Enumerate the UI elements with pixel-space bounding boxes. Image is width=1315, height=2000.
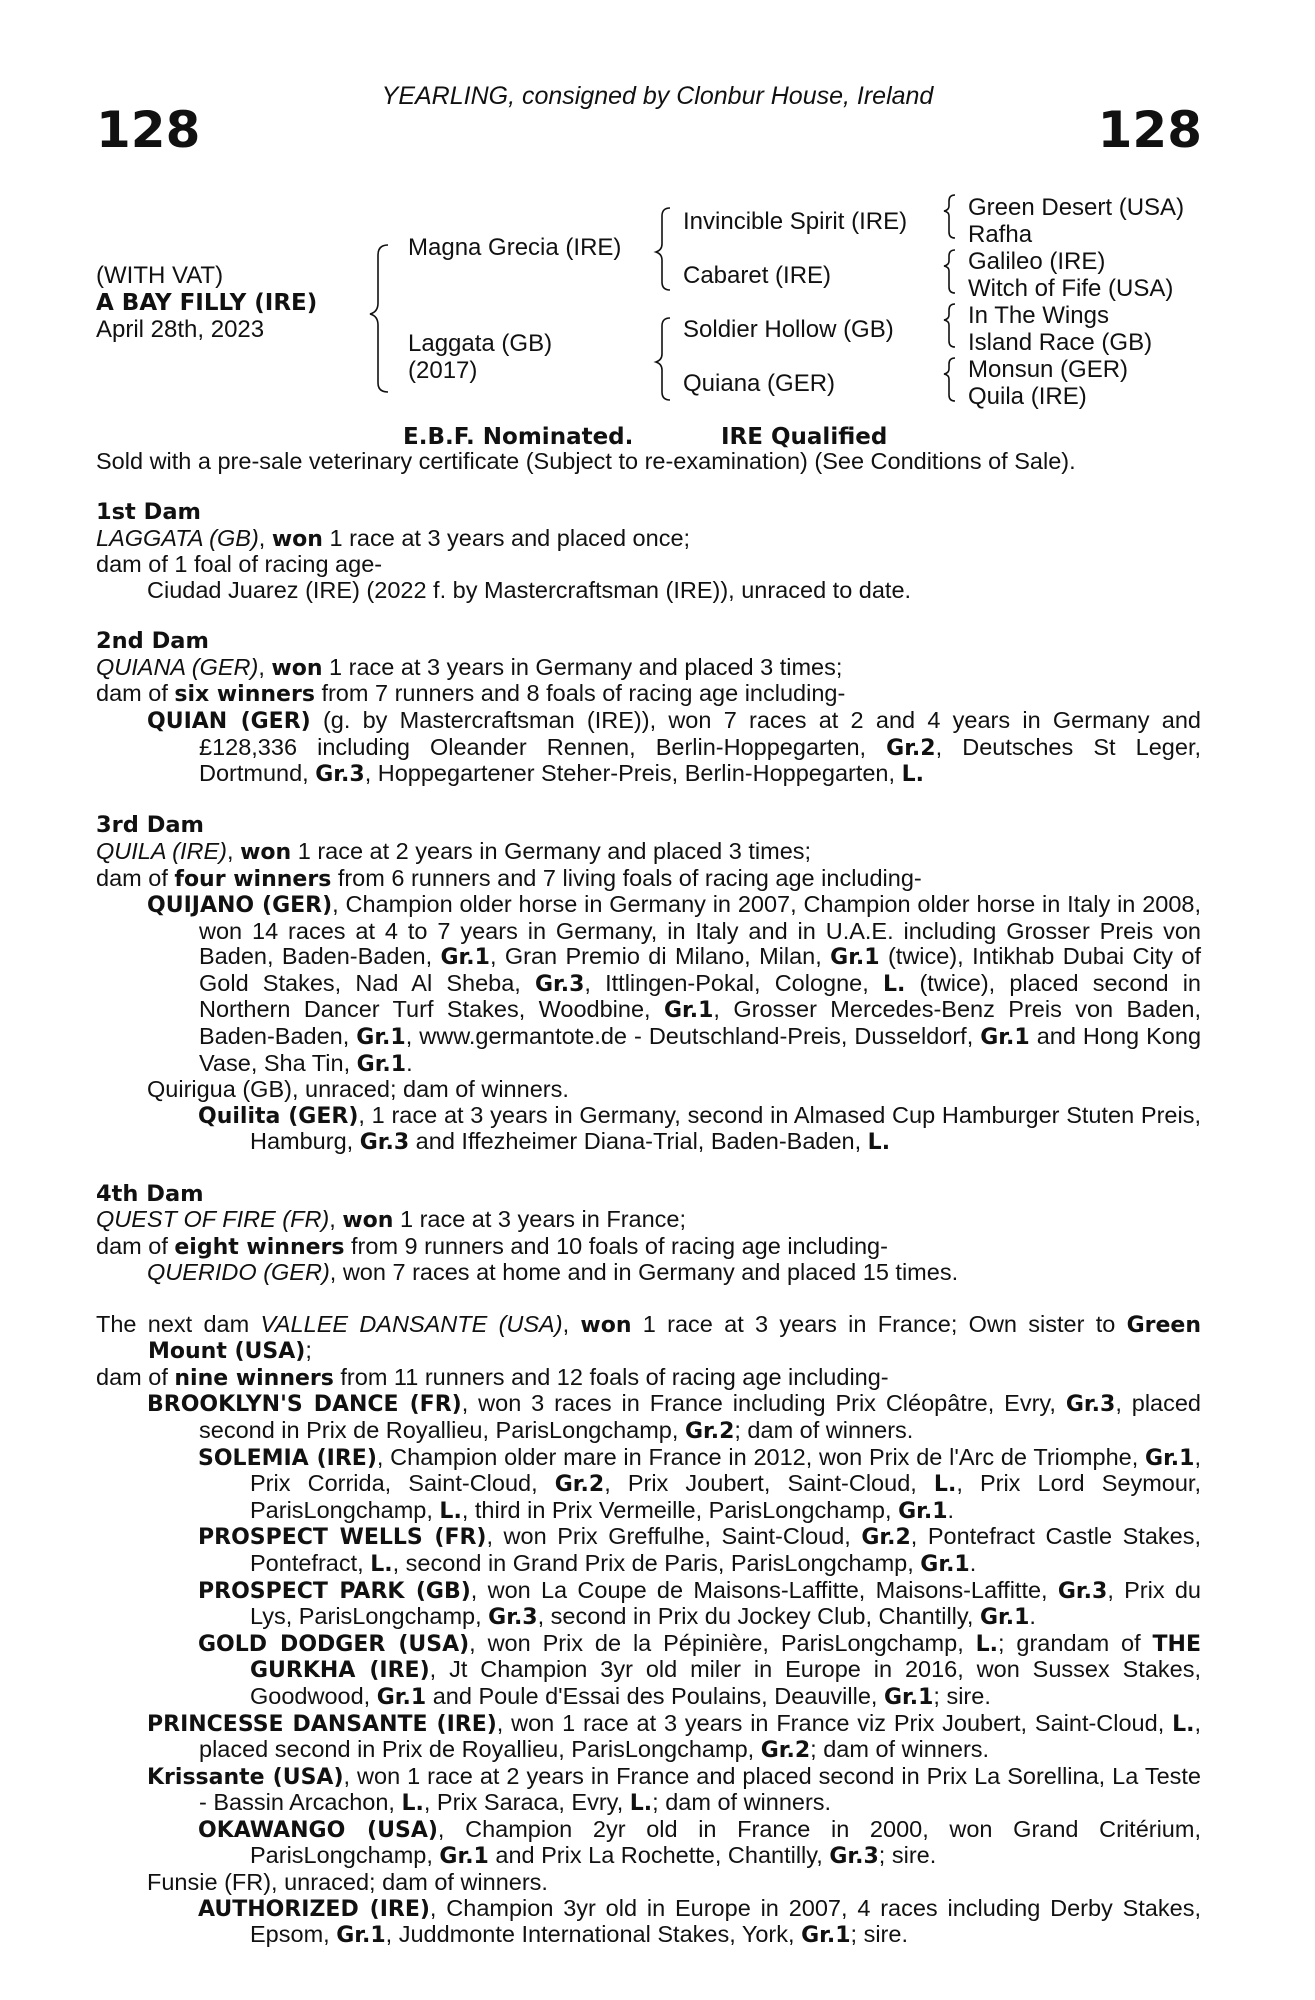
grade: Gr.2 xyxy=(554,1472,605,1498)
produce-entry-prospect-park xyxy=(96,1578,1201,1631)
won-label: won xyxy=(342,1208,394,1234)
grade: Gr.3 xyxy=(829,1844,879,1870)
fourth-dam-heading: 4th Dam xyxy=(96,1180,204,1207)
produce-entry-quijano xyxy=(96,892,1201,1077)
horse-name: GOLD DODGER (USA) xyxy=(198,1631,470,1657)
grade: L. xyxy=(370,1551,393,1577)
produce-suffix: from 7 runners and 8 foals of racing age including- xyxy=(314,680,846,707)
grade: Gr.3 xyxy=(315,762,365,788)
produce-entry-gold-dodger xyxy=(96,1631,1201,1711)
entry-text: , Prix du Lys, ParisLongchamp, xyxy=(250,1576,1202,1630)
horse-name: BROOKLYN'S DANCE (FR) xyxy=(147,1392,462,1418)
entry-text: . xyxy=(1029,1603,1036,1630)
first-dam-heading: 1st Dam xyxy=(96,499,201,526)
won-label: won xyxy=(580,1312,632,1338)
entry-text: (g. by Mastercraftsman (IRE)), won 7 races at 2 and 4 years in Germany and £128,336 including Oleander Rennen, Berlin-Hoppegarten, xyxy=(199,706,1201,760)
third-dam-line: QUILA (IRE), won 1 race at 2 years in Germany and placed 3 times; xyxy=(96,837,812,865)
horse-name: THE GURKHA (IRE) xyxy=(250,1631,1201,1684)
dam-name: Laggata (GB) xyxy=(408,330,553,357)
entry-text: , Hoppegartener Steher-Preis, Berlin-Hoppegarten, xyxy=(364,760,902,787)
grade: Gr.1 xyxy=(376,1684,427,1710)
entry-text: ; dam of winners. xyxy=(810,1736,990,1763)
horse-name: QUIJANO (GER) xyxy=(147,893,333,919)
grade: Gr.2 xyxy=(684,1418,735,1444)
grade: Gr.1 xyxy=(830,945,880,971)
produce-entry-quilita xyxy=(96,1103,1201,1156)
entry-text: , 1 race at 3 years in Germany, second in Almased Cup Hamburger Stuten Preis, Hamburg, xyxy=(250,1101,1201,1155)
second-dam-rest: 1 race at 3 years in Germany and placed 3 times; xyxy=(322,653,843,680)
entry-text: , won Prix de la Pépinière, ParisLongchamp, xyxy=(469,1629,976,1656)
sister-name: Green Mount (USA) xyxy=(148,1312,1202,1365)
second-dam-line: QUIANA (GER), won 1 race at 3 years in Germany and placed 3 times; xyxy=(96,653,843,681)
first-dam-produce: dam of 1 foal of racing age- xyxy=(96,551,383,578)
entry-text: , won 7 races at home and in Germany and placed 15 times. xyxy=(329,1259,959,1286)
entry-text: , Prix Saraca, Evry, xyxy=(423,1789,630,1816)
entry-text: ; dam of winners. xyxy=(734,1416,914,1443)
grade: L. xyxy=(975,1631,998,1657)
horse-name: QUERIDO (GER) xyxy=(147,1259,330,1286)
entry-text: (twice), Intikhab Dubai City of Gold Stakes, Nad Al Sheba, xyxy=(199,943,1201,996)
horse-name: SOLEMIA (IRE) xyxy=(198,1445,377,1471)
horse-name: QUIAN (GER) xyxy=(147,708,311,734)
grade: Gr.1 xyxy=(980,1025,1030,1051)
entry-text: 1 race at 3 years in France; Own sister to xyxy=(631,1310,1127,1337)
lot-subtitle: YEARLING, consigned by Clonbur House, Ireland xyxy=(381,82,934,110)
produce-prefix: dam of xyxy=(96,1363,175,1390)
ancestor-8: Quila (IRE) xyxy=(968,383,1087,410)
produce-entry-solemia xyxy=(96,1445,1201,1525)
entry-text: , Prix Lord Seymour, ParisLongchamp, xyxy=(250,1470,1201,1523)
entry-text: , placed second in Prix de Royallieu, ParisLongchamp, xyxy=(199,1390,1202,1443)
produce-entry-princesse-dansante xyxy=(96,1711,1201,1764)
produce-suffix: from 6 runners and 7 living foals of racing age including- xyxy=(331,864,922,891)
entry-text: , www.germantote.de - Deutschland-Preis, Dusseldorf, xyxy=(405,1023,981,1050)
entry-text: , Jt Champion 3yr old miler in Europe in 2016, won Sussex Stakes, Goodwood, xyxy=(250,1656,1202,1709)
sire-name: Magna Grecia (IRE) xyxy=(408,234,622,261)
entry-text: and Poule d'Essai des Poulains, Deauville, xyxy=(426,1682,884,1709)
grade: L. xyxy=(933,1472,957,1498)
first-dam-line: LAGGATA (GB), won 1 race at 3 years and placed once; xyxy=(96,524,691,552)
winner-count: eight winners xyxy=(174,1234,345,1260)
entry-text: , third in Prix Vermeille, ParisLongchamp, xyxy=(461,1496,899,1523)
entry-text: , Prix Corrida, Saint-Cloud, xyxy=(250,1443,1201,1497)
grade: Gr.2 xyxy=(886,735,936,761)
entry-text: . xyxy=(947,1496,955,1523)
horse-name: PROSPECT WELLS (FR) xyxy=(198,1525,487,1551)
next-dam-name: VALLEE DANSANTE (USA) xyxy=(260,1310,563,1337)
ancestor-6: Island Race (GB) xyxy=(968,329,1153,356)
horse-name: AUTHORIZED (IRE) xyxy=(198,1896,430,1922)
produce-entry-prospect-wells xyxy=(96,1524,1201,1577)
grade: Gr.1 xyxy=(336,1923,386,1949)
grade: Gr.3 xyxy=(359,1130,410,1156)
entry-text: , Gran Premio di Milano, Milan, xyxy=(489,943,831,970)
produce-prefix: dam of xyxy=(96,680,175,707)
grade: Gr.1 xyxy=(663,998,714,1024)
produce-entry-authorized xyxy=(96,1896,1201,1949)
horse-name: Quilita (GER) xyxy=(198,1103,359,1129)
entry-text: ; sire. xyxy=(878,1842,937,1869)
entry-text: , won 1 race at 3 years in France viz Prix Joubert, Saint-Cloud, xyxy=(496,1709,1173,1736)
dam-year: (2017) xyxy=(408,357,478,384)
won-label: won xyxy=(240,839,292,865)
ancestor-1: Green Desert (USA) xyxy=(968,194,1185,221)
produce-prefix: dam of xyxy=(96,1232,175,1259)
horse-name: A BAY FILLY (IRE) xyxy=(96,290,318,316)
lot-number-right: 128 xyxy=(1097,101,1202,159)
catalogue-body xyxy=(96,449,1201,1949)
winner-count: four winners xyxy=(174,866,332,892)
entry-text: ; xyxy=(305,1337,312,1364)
entry-text: , Pontefract Castle Stakes, Pontefract, xyxy=(250,1523,1201,1576)
grade: L. xyxy=(882,971,906,997)
produce-entry-quirigua: Quirigua (GB), unraced; dam of winners. xyxy=(147,1076,569,1103)
won-label: won xyxy=(271,526,323,552)
vet-note: Sold with a pre-sale veterinary certificate (Subject to re-examination) (See Conditions of Sale). xyxy=(96,448,1076,474)
grade: Gr.3 xyxy=(1057,1578,1108,1604)
entry-text: The next dam xyxy=(96,1310,261,1337)
entry-text: , xyxy=(562,1310,581,1337)
third-dam-name: QUILA (IRE) xyxy=(96,837,228,864)
entry-text: , second in Prix du Jockey Club, Chantilly, xyxy=(537,1603,980,1630)
horse-name: PROSPECT PARK (GB) xyxy=(198,1578,471,1604)
produce-suffix: from 9 runners and 10 foals of racing age including- xyxy=(344,1232,888,1259)
produce-prefix: dam of xyxy=(96,864,175,891)
third-dam-heading: 3rd Dam xyxy=(96,812,204,839)
produce-entry-querido xyxy=(96,1260,1201,1286)
entry-text: , second in Grand Prix de Paris, ParisLongchamp, xyxy=(392,1549,921,1576)
produce-suffix: from 11 runners and 12 foals of racing age including- xyxy=(333,1363,889,1390)
ancestor-4: Witch of Fife (USA) xyxy=(968,275,1174,302)
ancestor-7: Monsun (GER) xyxy=(968,356,1129,383)
entry-text: ; sire. xyxy=(933,1682,991,1709)
grade: L. xyxy=(439,1498,462,1524)
fourth-dam-rest: 1 race at 3 years in France; xyxy=(393,1206,687,1233)
next-dam-produce xyxy=(96,1365,1201,1392)
entry-text: ; dam of winners. xyxy=(652,1789,832,1816)
entry-text: , Champion 2yr old in France in 2000, won Grand Critérium, ParisLongchamp, xyxy=(250,1815,1201,1869)
grade: Gr.1 xyxy=(1145,1445,1195,1471)
grade: Gr.3 xyxy=(1065,1392,1116,1418)
entry-text: , Deutsches St Leger, Dortmund, xyxy=(199,733,1202,787)
entry-text: , won Prix Greffulhe, Saint-Cloud, xyxy=(486,1523,862,1550)
lot-number-left: 128 xyxy=(96,101,201,159)
vat-note: (WITH VAT) xyxy=(96,262,224,289)
entry-text: ; grandam of xyxy=(998,1629,1141,1656)
horse-name: Krissante (USA) xyxy=(147,1764,344,1790)
fourth-dam-produce xyxy=(96,1234,1201,1261)
produce-entry-quian xyxy=(96,708,1201,788)
entry-text: , Champion older horse in Germany in 2007, Champion older horse in Italy in 2008, won 14 races at 4 to 7 years in Germany, in Italy and in U.A.E. including Grosser Preis von Baden, Baden-Baden, xyxy=(199,891,1202,970)
second-dam-heading: 2nd Dam xyxy=(96,628,209,655)
entry-text: , placed second in Prix de Royallieu, ParisLongchamp, xyxy=(199,1709,1201,1763)
foaling-date: April 28th, 2023 xyxy=(96,316,265,343)
entry-text: , won La Coupe de Maisons-Laffitte, Maisons-Laffitte, xyxy=(470,1576,1058,1603)
ancestor-2: Rafha xyxy=(968,221,1033,248)
next-dam-line xyxy=(96,1312,1201,1365)
dam-dam-name: Quiana (GER) xyxy=(683,370,836,397)
grade: Gr.1 xyxy=(440,945,490,971)
entry-text: , Champion older mare in France in 2012, won Prix de l'Arc de Triomphe, xyxy=(376,1443,1146,1470)
grade: L. xyxy=(867,1130,891,1156)
winner-count: nine winners xyxy=(174,1365,334,1391)
horse-name: PRINCESSE DANSANTE (IRE) xyxy=(147,1711,497,1737)
produce-entry-krissante xyxy=(96,1764,1201,1817)
entry-text: , Juddmonte International Stakes, York, xyxy=(385,1921,802,1948)
pedigree-braces xyxy=(0,0,1315,430)
third-dam-rest: 1 race at 2 years in Germany and placed 3 times; xyxy=(291,837,812,864)
ancestor-5: In The Wings xyxy=(968,302,1109,329)
grade: Gr.1 xyxy=(356,1025,406,1051)
entry-text: , Prix Joubert, Saint-Cloud, xyxy=(604,1470,934,1497)
grade: Gr.3 xyxy=(534,971,585,997)
grade: Gr.1 xyxy=(883,1684,934,1710)
entry-text: and Iffezheimer Diana-Trial, Baden-Baden, xyxy=(409,1128,868,1155)
sire-dam-name: Cabaret (IRE) xyxy=(683,262,832,289)
entry-text: , Ittlingen-Pokal, Cologne, xyxy=(584,969,883,996)
entry-text: , won 1 race at 2 years in France and placed second in Prix La Sorellina, La Teste - Bassin Arcachon, xyxy=(199,1762,1201,1816)
grade: Gr.1 xyxy=(920,1551,970,1577)
ancestor-3: Galileo (IRE) xyxy=(968,248,1106,275)
grade: Gr.3 xyxy=(488,1605,538,1631)
second-dam-name: QUIANA (GER) xyxy=(96,653,259,680)
entry-text: , Champion 3yr old in Europe in 2007, 4 races including Derby Stakes, Epsom, xyxy=(250,1894,1201,1948)
second-dam-produce xyxy=(96,681,1201,708)
entry-text: and Hong Kong Vase, Sha Tin, xyxy=(199,1023,1202,1076)
sire-sire-name: Invincible Spirit (IRE) xyxy=(683,208,908,235)
entry-text: and Prix La Rochette, Chantilly, xyxy=(488,1842,830,1869)
ebf-nominated: E.B.F. Nominated. xyxy=(403,424,634,450)
fourth-dam-name: QUEST OF FIRE (FR) xyxy=(96,1206,330,1233)
entry-text: (twice), placed second in Northern Dancer Turf Stakes, Woodbine, xyxy=(199,969,1201,1023)
first-dam-foal: Ciudad Juarez (IRE) (2022 f. by Mastercraftsman (IRE)), unraced to date. xyxy=(147,576,912,603)
grade: Gr.1 xyxy=(979,1605,1030,1631)
grade: Gr.1 xyxy=(439,1844,489,1870)
grade: Gr.1 xyxy=(356,1051,407,1077)
dam-sire-name: Soldier Hollow (GB) xyxy=(683,316,894,343)
grade: L. xyxy=(629,1791,653,1817)
grade: L. xyxy=(401,1791,424,1817)
produce-entry-okawango xyxy=(96,1817,1201,1870)
grade: L. xyxy=(1172,1711,1195,1737)
third-dam-produce xyxy=(96,866,1201,893)
ire-qualified: IRE Qualified xyxy=(721,424,888,450)
produce-entry-funsie: Funsie (FR), unraced; dam of winners. xyxy=(147,1869,548,1896)
grade: L. xyxy=(901,762,924,788)
grade: Gr.1 xyxy=(898,1498,948,1524)
first-dam-name: LAGGATA (GB) xyxy=(96,524,259,551)
entry-text: ; sire. xyxy=(850,1921,908,1948)
first-dam-rest: 1 race at 3 years and placed once; xyxy=(322,524,691,551)
entry-text: . xyxy=(406,1049,413,1076)
grade: Gr.2 xyxy=(760,1738,811,1764)
won-label: won xyxy=(271,655,323,681)
fourth-dam-line: QUEST OF FIRE (FR), won 1 race at 3 years in France; xyxy=(96,1206,687,1234)
winner-count: six winners xyxy=(174,682,315,708)
grade: Gr.1 xyxy=(801,1923,851,1949)
entry-text: , won 3 races in France including Prix Cléopâtre, Evry, xyxy=(461,1390,1066,1417)
horse-name: OKAWANGO (USA) xyxy=(198,1817,438,1843)
entry-text: . xyxy=(969,1549,977,1576)
grade: Gr.2 xyxy=(861,1525,911,1551)
entry-text: , Grosser Mercedes-Benz Preis von Baden, Baden-Baden, xyxy=(199,996,1201,1050)
produce-entry-brooklyns-dance xyxy=(96,1391,1201,1444)
